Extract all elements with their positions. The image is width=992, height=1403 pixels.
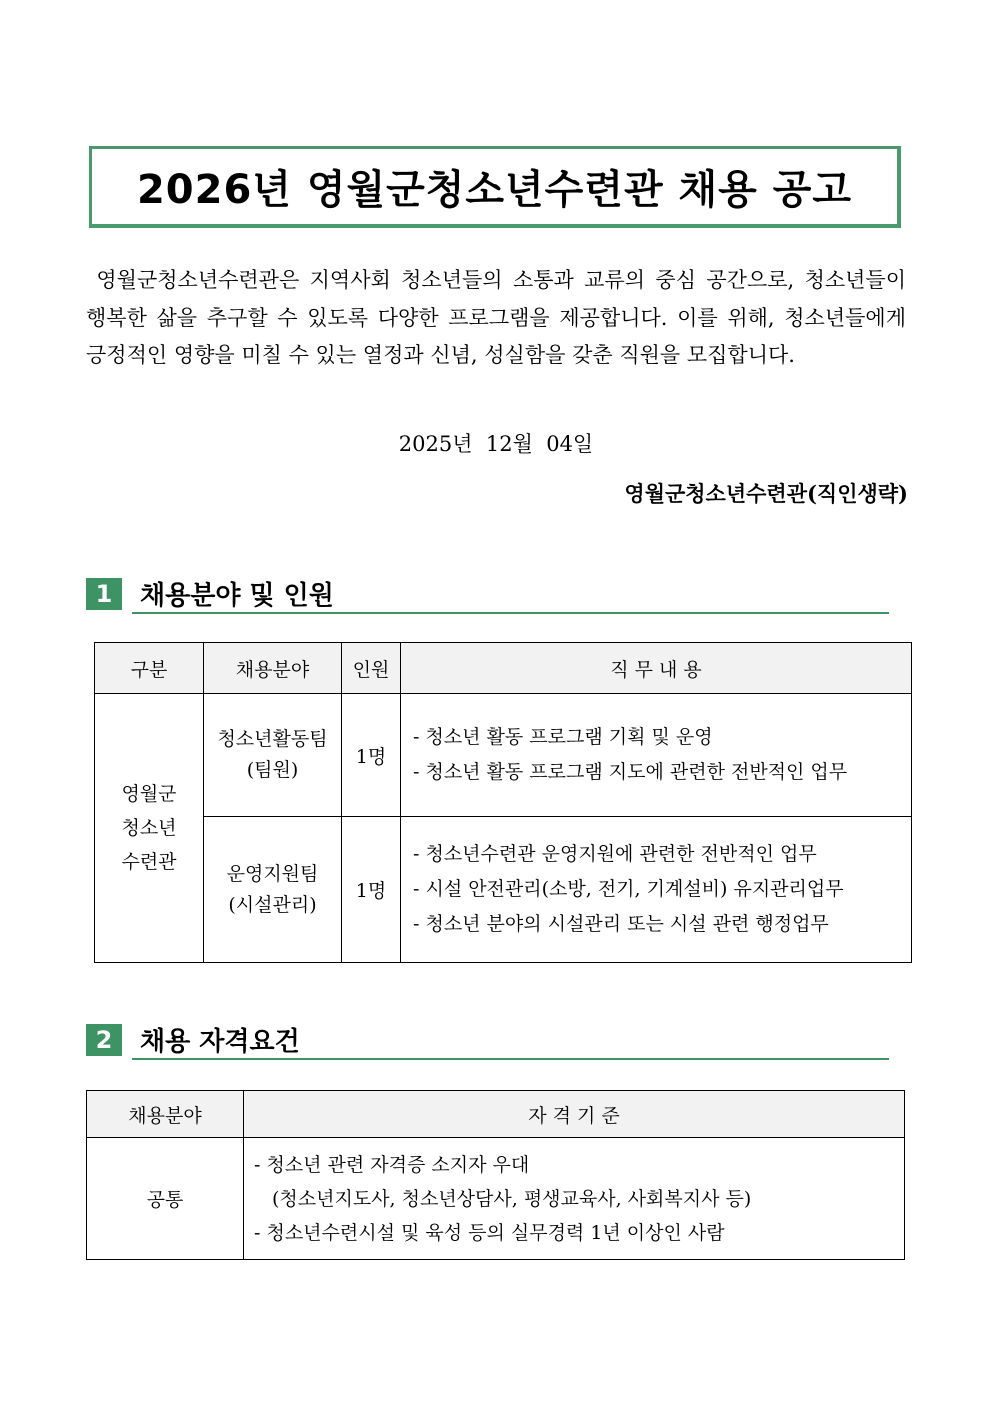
table-row — [95, 694, 912, 817]
announcement-date: 2025년 12월 04일 — [398, 432, 594, 456]
count-cell: 1명 — [342, 817, 401, 963]
recruitment-table — [94, 642, 912, 963]
duty-line: - 청소년수련관 운영지원에 관련한 전반적인 업무 — [413, 843, 817, 865]
header-count: 인원 — [342, 643, 401, 694]
table-row — [95, 817, 912, 963]
section-title: 채용분야 및 인원 — [140, 581, 334, 611]
section-title: 채용 자격요건 — [140, 1027, 300, 1057]
header-field: 채용분야 — [204, 643, 342, 694]
qualification-table — [86, 1090, 905, 1260]
intro-text: 영월군청소년수련관은 지역사회 청소년들의 소통과 교류의 중심 공간으로, 청소년들이 행복한 삶을 추구할 수 있도록 다양한 프로그램을 제공합니다. 이를 위해, 청소년들에게 긍정적인 영향을 미칠 수 있는 열정과 신념, 성실함을 갖춘 직원을 모집합니다. — [86, 268, 906, 367]
section-underline — [132, 1058, 889, 1060]
criteria-line: - 청소년수련시설 및 육성 등의 실무경력 1년 이상인 사람 — [254, 1221, 725, 1244]
field-cell: 공통 — [87, 1138, 244, 1260]
criteria-cell — [244, 1138, 905, 1260]
duties-cell — [401, 694, 912, 817]
table-header-row — [87, 1091, 905, 1138]
header-duties: 직 무 내 용 — [401, 643, 912, 694]
duty-line: - 청소년 활동 프로그램 기획 및 운영 — [413, 726, 713, 748]
table-header-row — [95, 643, 912, 694]
duty-line: - 청소년 분야의 시설관리 또는 시설 관련 행정업무 — [413, 913, 829, 935]
duty-line: - 시설 안전관리(소방, 전기, 기계설비) 유지관리업무 — [413, 878, 844, 900]
section-number: 1 — [86, 578, 122, 610]
field-cell: 청소년활동팀 (팀원) — [204, 694, 342, 817]
section-number: 2 — [86, 1024, 122, 1056]
count-cell: 1명 — [342, 694, 401, 817]
criteria-line: (청소년지도사, 청소년상담사, 평생교육사, 사회복지사 등) — [272, 1187, 752, 1210]
title-box — [89, 146, 901, 228]
field-cell: 운영지원팀 (시설관리) — [204, 817, 342, 963]
section-underline — [132, 612, 889, 614]
criteria-line: - 청소년 관련 자격증 소지자 우대 — [254, 1153, 530, 1176]
duties-cell — [401, 817, 912, 963]
header-field: 채용분야 — [87, 1091, 244, 1138]
duty-line: - 청소년 활동 프로그램 지도에 관련한 전반적인 업무 — [413, 761, 848, 783]
organization-signature: 영월군청소년수련관(직인생략) — [624, 481, 908, 506]
intro-paragraph — [86, 262, 906, 375]
table-row — [87, 1138, 905, 1260]
header-category: 구분 — [95, 643, 204, 694]
group-cell: 영월군 청소년 수련관 — [95, 694, 204, 963]
header-criteria: 자 격 기 준 — [244, 1091, 905, 1138]
page-title: 2026년 영월군청소년수련관 채용 공고 — [136, 167, 853, 213]
